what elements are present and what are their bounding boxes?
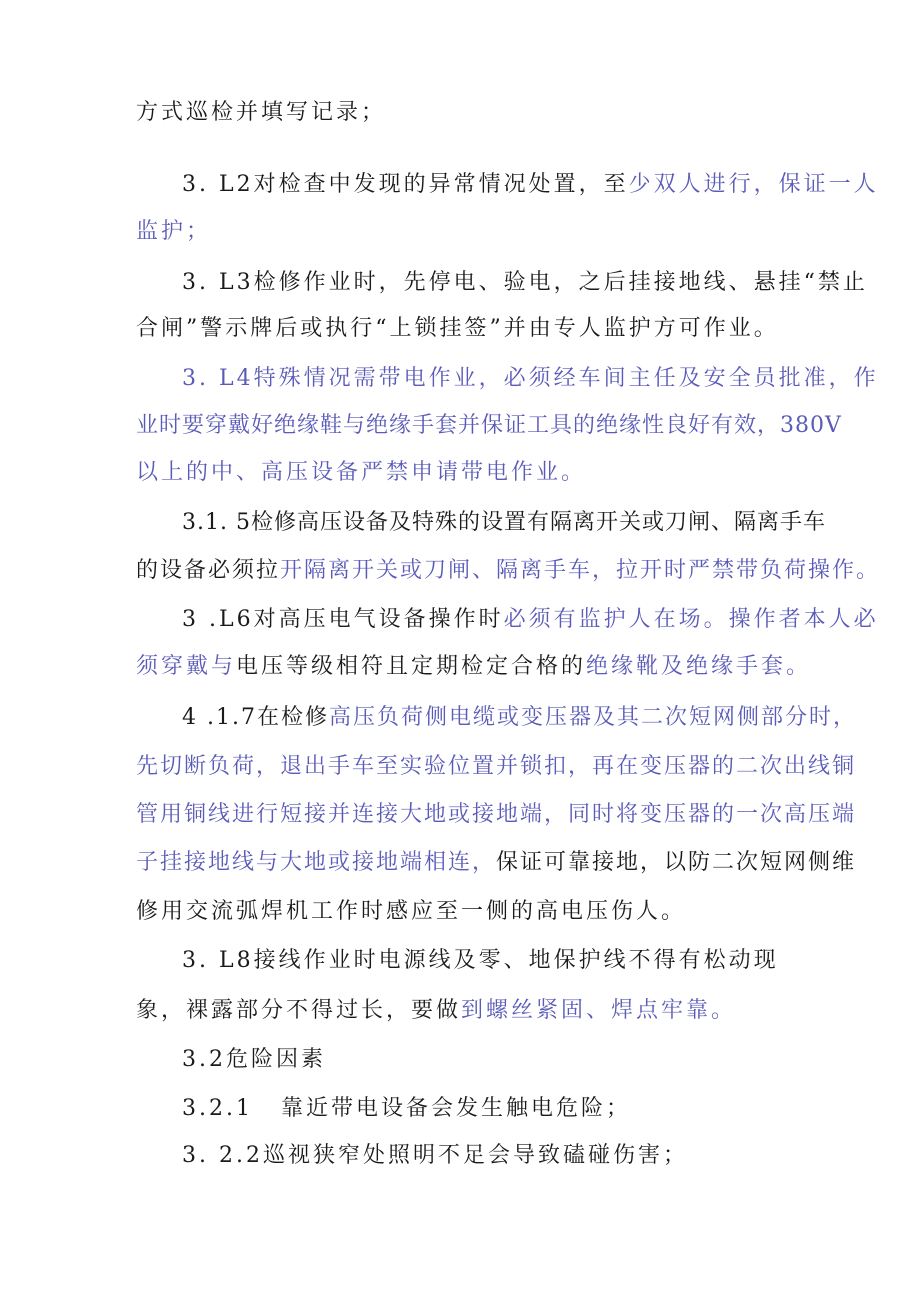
paragraph-line [136,848,856,878]
paragraph-line [182,946,779,976]
text-run-blue: 少双人进行，保证一人 [628,172,879,197]
paragraph-line [136,217,211,247]
paragraph-line [136,996,736,1026]
text-run: 电压等级相符且定期检定合格的 [236,654,587,679]
paragraph-line [182,1094,631,1124]
paragraph-line [182,268,868,298]
text-run-blue: 高压负荷侧电缆或变压器及其二次短网侧部分时， [328,705,857,730]
paragraph-line [136,800,856,830]
text-run: 修用交流弧焊机工作时感应至一侧的高电压伤人。 [136,899,687,924]
text-run-blue: 到螺丝紧固、焊点牢靠。 [461,998,737,1023]
paragraph-line [136,98,386,128]
paragraph-line [136,556,880,586]
text-run-blue: 3. L4特殊情况需带电作业，必须经车间主任及安全员批准，作 [182,366,879,391]
text-run-blue: 必须有监护人在场。操作者本人必 [503,607,879,632]
paragraph-line [136,458,586,488]
paragraph-line [136,411,842,441]
section-heading [182,1045,326,1075]
text-run: 靠近带电设备会发生触电危险； [280,1096,631,1121]
text-run: 的设备必须拉 [136,558,281,583]
text-run: 3.2.1 [182,1096,253,1121]
text-run: 方式巡检并填写记录； [136,100,387,125]
text-run-blue: 绝缘靴及绝缘手套。 [586,654,812,679]
text-run: 象，裸露部分不得过长，要做 [136,998,462,1023]
text-run-blue: 以上的中、高压设备严禁申请带电作业。 [136,460,587,485]
text-run: 4 .1.7在检修 [182,705,329,730]
text-run-blue: 先切断负荷，退出手车至实验位置并锁扣，再在变压器的二次出线铜 [136,754,857,779]
text-run-blue: 开隔离开关或刀闸、隔离手车，拉开时严禁带负荷操作。 [280,558,881,583]
text-run: 3 .L6对高压电气设备操作时 [182,607,504,632]
text-run-blue: 子挂接地线与大地或接地端相连， [136,850,497,875]
text-run: 保证可靠接地，以防二次短网侧维 [496,850,857,875]
text-run-blue: 监护； [136,219,212,244]
paragraph-line [182,170,879,200]
text-run: 3. L2对检查中发现的异常情况处置，至 [182,172,629,197]
paragraph-line [136,314,779,344]
text-run-blue: 业时要穿戴好绝缘鞋与绝缘手套并保证工具的绝缘性良好有效，380V [136,413,842,438]
paragraph-line [136,897,686,927]
text-run: 3. L8接线作业时电源线及零、地保护线不得有松动现 [182,948,779,973]
paragraph-line [136,652,811,682]
paragraph-line [182,508,826,538]
text-run: 3. L3检修作业时，先停电、验电，之后挂接地线、悬挂“禁止 [182,270,868,295]
paragraph-line [182,605,879,635]
text-run: 3.1. 5检修高压设备及特殊的设置有隔离开关或刀闸、隔离手车 [182,510,826,535]
text-run: 3.2危险因素 [182,1047,326,1072]
paragraph-line [182,1141,688,1171]
paragraph-line [182,364,879,394]
paragraph-line [136,752,856,782]
paragraph-line [182,703,857,733]
text-run: 合闸”警示牌后或执行“上锁挂签”并由专人监护方可作业。 [136,316,779,341]
text-run-blue: 管用铜线进行短接并连接大地或接地端，同时将变压器的一次高压端 [136,802,857,827]
text-run: 3. 2.2巡视狭窄处照明不足会导致磕碰伤害； [182,1143,688,1168]
text-run-blue: 须穿戴与 [136,654,237,679]
